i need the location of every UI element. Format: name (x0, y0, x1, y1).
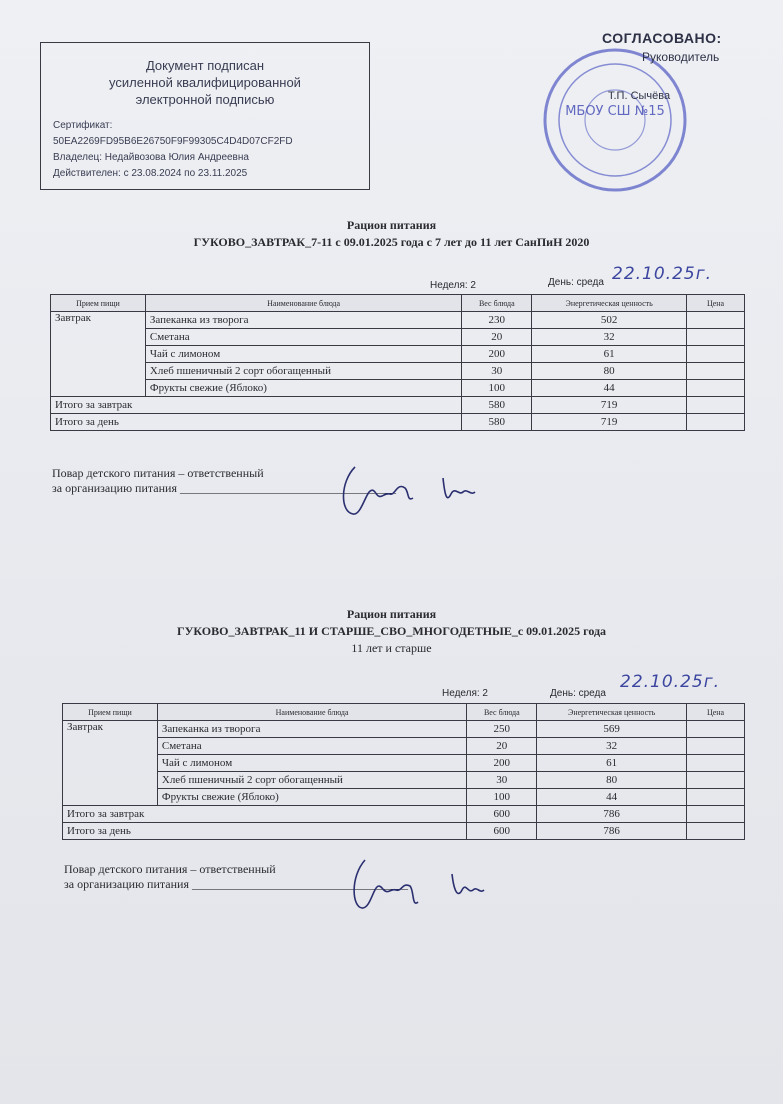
menu2-subtitle: ГУКОВО_ЗАВТРАК_11 И СТАРШЕ_СВО_МНОГОДЕТНЫЕ_с 09.01.2025 года (176, 624, 607, 638)
dish-cell: Запеканка из творога (145, 312, 461, 329)
dish-cell: Фрукты свежие (Яблоко) (145, 380, 461, 397)
price-cell (687, 414, 745, 431)
weight-cell: 30 (467, 772, 537, 789)
header-weight: Вес блюда (462, 295, 532, 312)
menu1-table (50, 294, 745, 431)
menu1-day: День: среда (548, 277, 604, 288)
certificate-label: Сертификат: (53, 120, 113, 131)
price-cell (687, 329, 745, 346)
menu1-subtitle: ГУКОВО_ЗАВТРАК_7-11 с 09.01.2025 года с 7 лет до 11 лет СанПиН 2020 (193, 235, 590, 249)
total-energy: 719 (532, 397, 687, 414)
total-weight: 600 (467, 806, 537, 823)
header-dish: Наименование блюда (157, 704, 466, 721)
total-weight: 580 (462, 397, 532, 414)
total-label: Итого за завтрак (51, 397, 462, 414)
price-cell (687, 789, 745, 806)
energy-cell: 32 (532, 329, 687, 346)
dish-cell: Чай с лимоном (145, 346, 461, 363)
menu1-handwritten-date: 22.10.25г. (612, 264, 713, 284)
cook-line1: Повар детского питания – ответственный (52, 466, 264, 480)
approval-name: Т.П. Сычёва (608, 90, 671, 102)
menu2-week: Неделя: 2 (442, 688, 488, 699)
energy-cell: 502 (532, 312, 687, 329)
energy-cell: 32 (537, 738, 687, 755)
menu2-handwritten-date: 22.10.25г. (620, 672, 721, 692)
dish-cell: Хлеб пшеничный 2 сорт обогащенный (145, 363, 461, 380)
weight-cell: 250 (467, 721, 537, 738)
total-label: Итого за день (63, 823, 467, 840)
header-meal: Прием пищи (51, 295, 146, 312)
menu2-subtitle2: 11 лет и старше (351, 641, 432, 655)
header-price: Цена (687, 295, 745, 312)
table-row (51, 312, 745, 329)
header-weight: Вес блюда (467, 704, 537, 721)
energy-cell: 61 (537, 755, 687, 772)
weight-cell: 200 (462, 346, 532, 363)
dish-cell: Хлеб пшеничный 2 сорт обогащенный (157, 772, 466, 789)
total-energy: 786 (537, 823, 687, 840)
certificate-owner: Владелец: Недайвозова Юлия Андреевна (53, 152, 249, 163)
total-label: Итого за завтрак (63, 806, 467, 823)
weight-cell: 20 (467, 738, 537, 755)
weight-cell: 200 (467, 755, 537, 772)
dish-cell: Запеканка из творога (157, 721, 466, 738)
table-row (51, 380, 745, 397)
total-energy: 719 (532, 414, 687, 431)
energy-cell: 44 (532, 380, 687, 397)
energy-cell: 44 (537, 789, 687, 806)
cook-line1: Повар детского питания – ответственный (64, 862, 276, 876)
energy-cell: 80 (532, 363, 687, 380)
handwritten-signature-1 (335, 452, 495, 522)
header-meal: Прием пищи (63, 704, 158, 721)
certificate-value: 50EA2269FD95B6E26750F9F99305C4D4D07CF2FD (53, 136, 293, 147)
table-row (63, 721, 745, 738)
price-cell (687, 738, 745, 755)
energy-cell: 80 (537, 772, 687, 789)
table-row (63, 789, 745, 806)
weight-cell: 100 (467, 789, 537, 806)
price-cell (687, 312, 745, 329)
certificate-validity: Действителен: с 23.08.2024 по 23.11.2025 (53, 168, 248, 179)
total-label: Итого за день (51, 414, 462, 431)
menu1-week: Неделя: 2 (430, 280, 476, 291)
dish-cell: Сметана (145, 329, 461, 346)
price-cell (687, 806, 745, 823)
meal-cell: Завтрак (51, 312, 146, 397)
price-cell (687, 363, 745, 380)
price-cell (687, 823, 745, 840)
table-row (51, 329, 745, 346)
price-cell (687, 755, 745, 772)
weight-cell: 100 (462, 380, 532, 397)
handwritten-signature-2 (340, 852, 500, 917)
menu2-day: День: среда (550, 688, 606, 699)
header-energy: Энергетическая ценность (532, 295, 687, 312)
header-dish: Наименование блюда (145, 295, 461, 312)
approval-title: СОГЛАСОВАНО: (602, 30, 722, 46)
price-cell (687, 721, 745, 738)
table-row (51, 363, 745, 380)
price-cell (687, 397, 745, 414)
table-row (63, 755, 745, 772)
weight-cell: 20 (462, 329, 532, 346)
cook-line2: за организацию питания ____________________________________ (64, 877, 408, 891)
total-breakfast-row (63, 806, 745, 823)
table-row (63, 738, 745, 755)
table-header-row (63, 704, 745, 721)
menu2-heading: Рацион питания (346, 607, 437, 621)
approval-role: Руководитель (642, 50, 720, 64)
cook-line2: за организацию питания ____________________________________ (52, 481, 396, 495)
total-weight: 580 (462, 414, 532, 431)
price-cell (687, 380, 745, 397)
total-breakfast-row (51, 397, 745, 414)
signature-title-line3: электронной подписью (135, 92, 275, 107)
meal-cell: Завтрак (63, 721, 158, 806)
menu1-heading: Рацион питания (346, 218, 437, 232)
stamp-text: МБОУ СШ №15 (565, 104, 665, 119)
weight-cell: 30 (462, 363, 532, 380)
menu2-table (62, 703, 745, 840)
price-cell (687, 772, 745, 789)
signature-title-line1: Документ подписан (145, 58, 265, 73)
weight-cell: 230 (462, 312, 532, 329)
header-energy: Энергетическая ценность (537, 704, 687, 721)
total-weight: 600 (467, 823, 537, 840)
table-row (51, 346, 745, 363)
energy-cell: 569 (537, 721, 687, 738)
energy-cell: 61 (532, 346, 687, 363)
total-day-row (51, 414, 745, 431)
signature-title-line2: усиленной квалифицированной (109, 75, 301, 90)
dish-cell: Чай с лимоном (157, 755, 466, 772)
dish-cell: Фрукты свежие (Яблоко) (157, 789, 466, 806)
dish-cell: Сметана (157, 738, 466, 755)
total-energy: 786 (537, 806, 687, 823)
header-price: Цена (687, 704, 745, 721)
approval-block (590, 30, 780, 102)
table-row (63, 772, 745, 789)
total-day-row (63, 823, 745, 840)
price-cell (687, 346, 745, 363)
electronic-signature-box (40, 42, 370, 190)
table-header-row (51, 295, 745, 312)
